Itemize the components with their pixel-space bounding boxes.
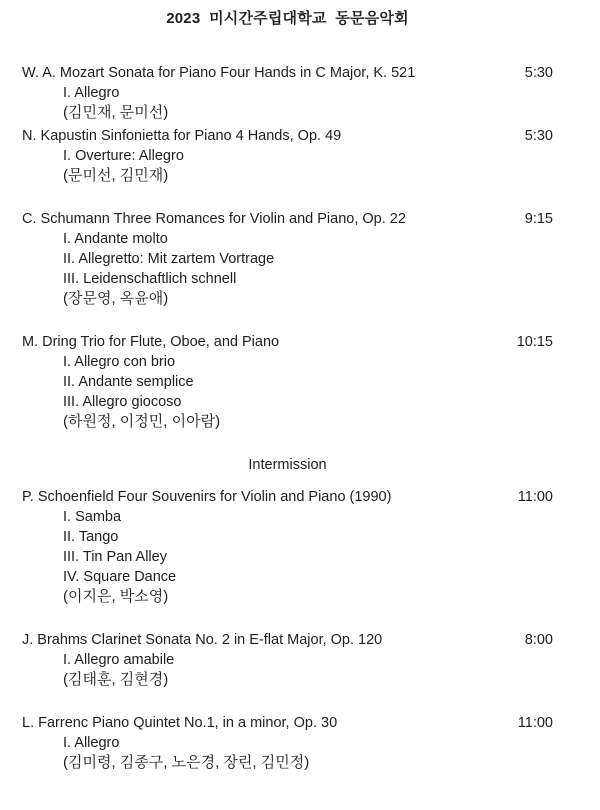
program-item <box>22 126 553 186</box>
piece-header <box>22 713 553 733</box>
duration: 11:00 <box>517 715 553 731</box>
duration: 9:15 <box>524 211 553 227</box>
work-title: L. Farrenc Piano Quintet No.1, in a minor, Op. 30 <box>22 715 338 731</box>
performers: (김태훈, 김현경) <box>63 671 169 688</box>
work-title: W. A. Mozart Sonata for Piano Four Hands in C Major, K. 521 <box>22 65 416 81</box>
piece-header <box>22 487 553 507</box>
program-item <box>22 487 553 607</box>
program-item <box>22 713 553 773</box>
piece-header <box>22 332 553 352</box>
program-item <box>22 209 553 309</box>
work-title: J. Brahms Clarinet Sonata No. 2 in E-flat Major, Op. 120 <box>22 632 383 648</box>
page-title: 2023 미시간주립대학교 동문음악회 <box>166 10 409 27</box>
duration: 10:15 <box>516 334 553 350</box>
program-list <box>22 63 553 773</box>
duration: 8:00 <box>524 632 553 648</box>
movement: III. Tin Pan Alley <box>63 549 167 565</box>
performers: (김미령, 김종구, 노은경, 장린, 김민정) <box>63 754 310 771</box>
movement: III. Leidenschaftlich schnell <box>63 271 237 287</box>
intermission-label: Intermission <box>248 457 327 473</box>
work-title: M. Dring Trio for Flute, Oboe, and Piano <box>22 334 280 350</box>
movement: I. Allegro <box>63 85 120 101</box>
movement: I. Allegro con brio <box>63 354 176 370</box>
piece-header <box>22 63 553 83</box>
performers: (이지은, 박소영) <box>63 588 169 605</box>
movement: IV. Square Dance <box>63 569 177 585</box>
work-title: P. Schoenfield Four Souvenirs for Violin and Piano (1990) <box>22 489 392 505</box>
movement: II. Andante semplice <box>63 374 194 390</box>
movement: II. Tango <box>63 529 119 545</box>
program-item <box>22 630 553 690</box>
duration: 5:30 <box>524 65 553 81</box>
program-item <box>22 332 553 432</box>
work-title: N. Kapustin Sinfonietta for Piano 4 Hands, Op. 49 <box>22 128 342 144</box>
piece-header <box>22 126 553 146</box>
movement: I. Andante molto <box>63 231 168 247</box>
performers: (장문영, 옥윤애) <box>63 290 169 307</box>
piece-header <box>22 630 553 650</box>
movement: I. Samba <box>63 509 122 525</box>
duration: 5:30 <box>524 128 553 144</box>
performers: (문미선, 김민재) <box>63 167 169 184</box>
duration: 11:00 <box>517 489 553 505</box>
movement: I. Allegro amabile <box>63 652 175 668</box>
movement: I. Overture: Allegro <box>63 148 184 164</box>
work-title: C. Schumann Three Romances for Violin and Piano, Op. 22 <box>22 211 406 227</box>
piece-header <box>22 209 553 229</box>
performers: (김민재, 문미선) <box>63 104 169 121</box>
movement: III. Allegro giocoso <box>63 394 182 410</box>
program-item <box>22 63 553 123</box>
movement: I. Allegro <box>63 735 120 751</box>
movement: II. Allegretto: Mit zartem Vortrage <box>63 251 275 267</box>
performers: (하원정, 이정민, 이아람) <box>63 413 221 430</box>
